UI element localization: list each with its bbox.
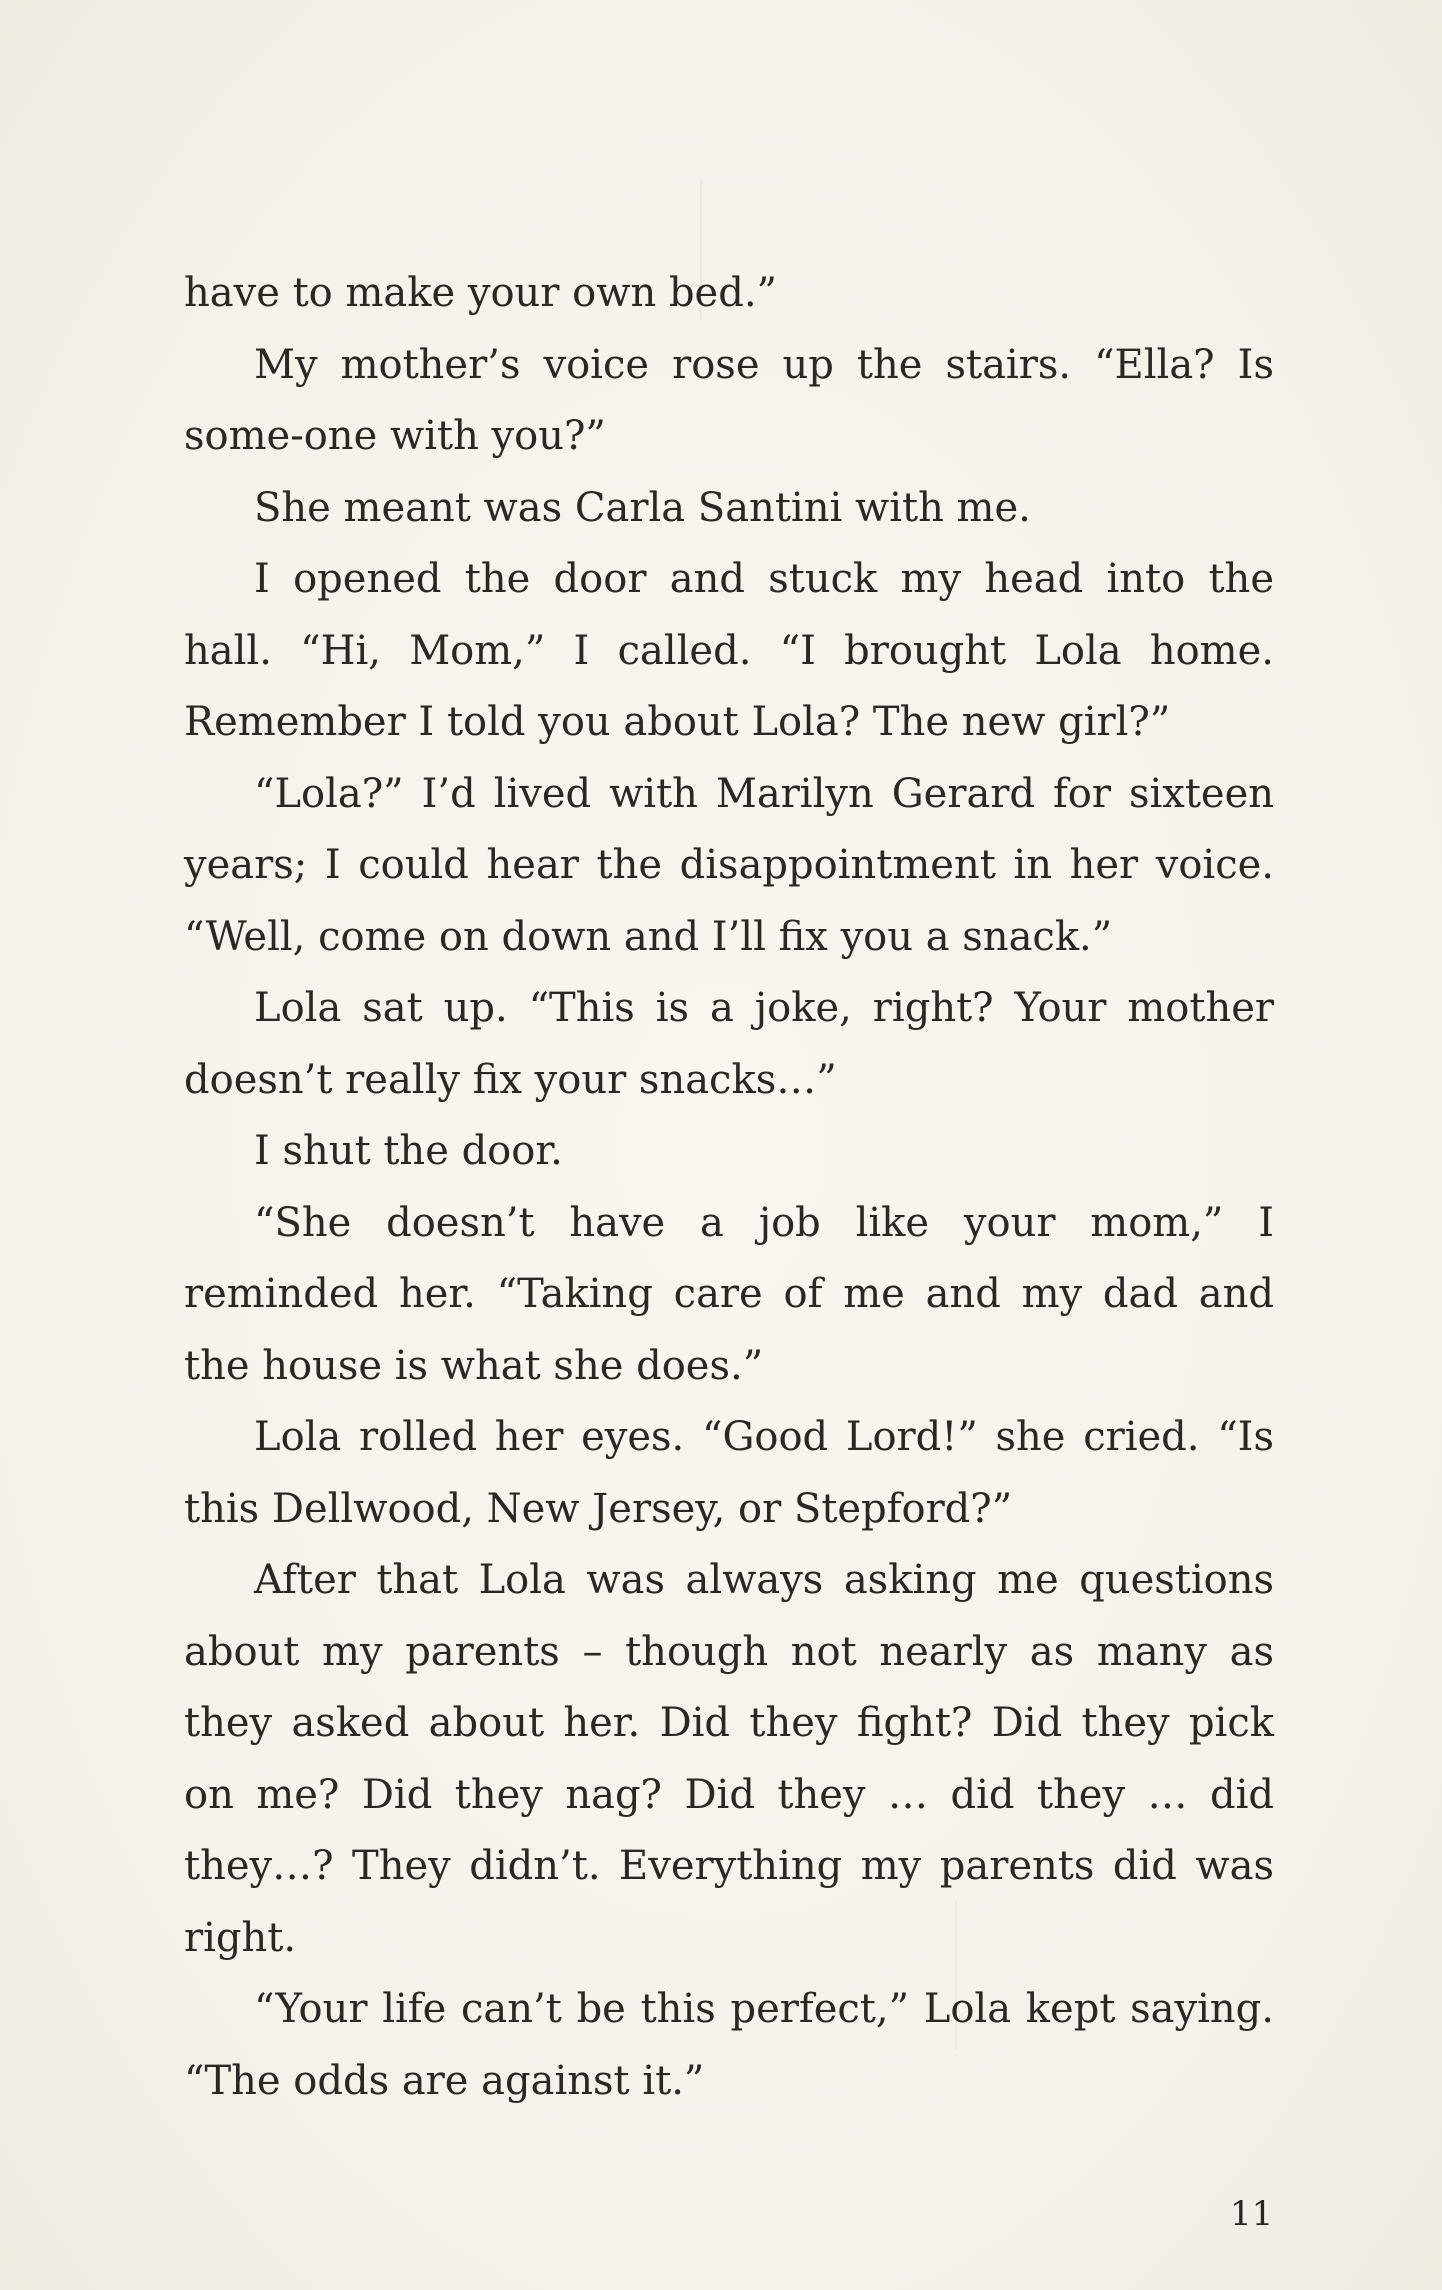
page-number: 11 [1230,2194,1274,2234]
body-text [184,258,1274,2117]
paragraph: Lola sat up. “This is a joke, right? Your mother doesn’t really fix your snacks…” [184,985,1274,1103]
paragraph: She meant was Carla Santini with me. [254,484,1031,531]
paragraph: My mother’s voice rose up the stairs. “Ella? Is some-one with you?” [184,341,1274,459]
paragraph: “She doesn’t have a job like your mom,” I reminded her. “Taking care of me and my dad and the house is what she does.” [184,1199,1274,1389]
paragraph: have to make your own bed.” [184,270,777,316]
paragraph: I opened the door and stuck my head into the hall. “Hi, Mom,” I called. “I brought Lola home. Remember I told you about Lola? The new girl?” [184,556,1274,745]
paragraph: “Lola?” I’d lived with Marilyn Gerard for sixteen years; I could hear the disappointment in her voice. “Well, come on down and I’ll fix you a snack.” [184,770,1274,960]
paragraph: Lola rolled her eyes. “Good Lord!” she cried. “Is this Dellwood, New Jersey, or Stepford?” [184,1414,1274,1532]
paragraph: I shut the door. [254,1128,563,1174]
paragraph: “Your life can’t be this perfect,” Lola kept saying. “The odds are against it.” [184,1986,1274,2104]
paragraph: After that Lola was always asking me questions about my parents – though not nearly as many as they asked about her. Did they fight? Did they pick on me? Did they nag? Did they … did they … did they…? They didn’t. Everything my parents did was right. [184,1557,1274,1961]
